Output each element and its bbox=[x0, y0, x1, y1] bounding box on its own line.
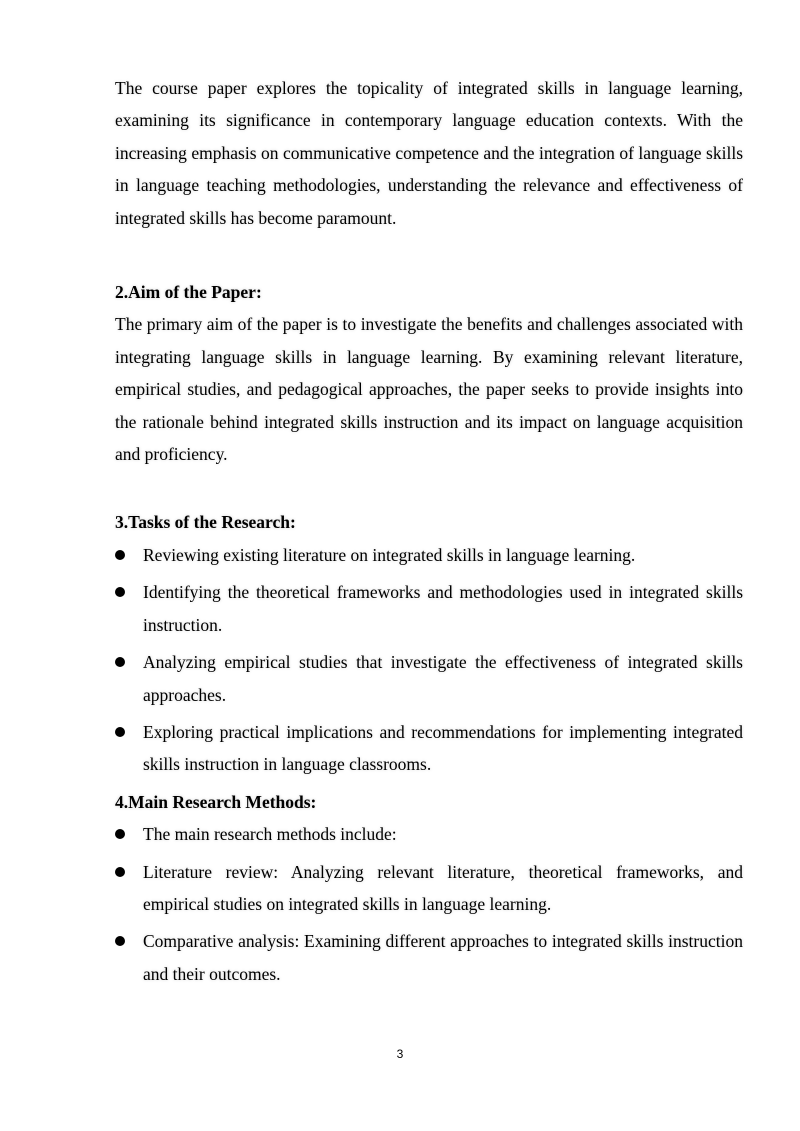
page-number: 3 bbox=[396, 1047, 404, 1061]
list-item-text: Analyzing empirical studies that investigate the effectiveness of integrated skills approaches. bbox=[143, 652, 743, 705]
bullet-icon bbox=[115, 936, 125, 946]
section-spacer bbox=[115, 470, 743, 506]
bullet-icon bbox=[115, 829, 125, 839]
list-item bbox=[115, 576, 743, 641]
bullet-icon bbox=[115, 587, 125, 597]
list-item-text: Identifying the theoretical frameworks and methodologies used in integrated skills instruction. bbox=[143, 582, 743, 635]
list-item-text: Comparative analysis: Examining different approaches to integrated skills instruction and their outcomes. bbox=[143, 931, 743, 984]
methods-heading: 4.Main Research Methods: bbox=[115, 791, 317, 812]
list-item-text: Reviewing existing literature on integrated skills in language learning. bbox=[143, 544, 636, 565]
bullet-icon bbox=[115, 550, 125, 560]
list-item bbox=[115, 856, 743, 921]
list-item bbox=[115, 925, 743, 990]
list-item-text: The main research methods include: bbox=[143, 824, 397, 845]
methods-list bbox=[115, 818, 743, 990]
list-item bbox=[115, 539, 743, 571]
aim-paragraph: The primary aim of the paper is to investigate the benefits and challenges associated with integrating language skills in language learning. By examining relevant literature, empirical studies, and pedagogical approaches, the paper seeks to provide insights into the rationale behind integrated skills instruction and its impact on language acquisition and proficiency. bbox=[115, 314, 743, 465]
intro-paragraph: The course paper explores the topicality of integrated skills in language learning, examining its significance in contemporary language education contexts. With the increasing emphasis on communicative competence and the integration of language skills in language teaching methodologies, understanding the relevance and effectiveness of integrated skills has become paramount. bbox=[115, 78, 743, 228]
bullet-icon bbox=[115, 867, 125, 877]
list-item bbox=[115, 716, 743, 781]
section-spacer bbox=[115, 234, 743, 276]
list-item bbox=[115, 818, 743, 850]
list-item-text: Literature review: Analyzing relevant literature, theoretical frameworks, and empirical studies on integrated skills in language learning. bbox=[143, 861, 743, 914]
aim-heading: 2.Aim of the Paper: bbox=[115, 282, 262, 303]
list-item bbox=[115, 646, 743, 711]
tasks-heading: 3.Tasks of the Research: bbox=[115, 512, 296, 533]
document-page bbox=[115, 72, 743, 995]
list-item-text: Exploring practical implications and recommendations for implementing integrated skills instruction in language classrooms. bbox=[143, 721, 743, 775]
tasks-list bbox=[115, 539, 743, 781]
bullet-icon bbox=[115, 657, 125, 667]
bullet-icon bbox=[115, 727, 125, 737]
